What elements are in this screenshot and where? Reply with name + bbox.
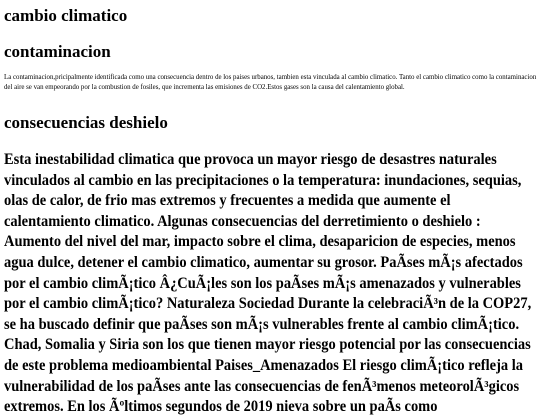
section-heading-contaminacion: contaminacion: [4, 42, 111, 61]
section-heading-deshielo: consecuencias deshielo: [4, 113, 168, 132]
section-text-contaminacion: La contaminacion,pricipalmente identificada como una consecuencia dentro de los paises urbanos, tambien esta vinculada al cambio climatico. Tanto el cambio climatico como la contaminacion del aire se van empeorando por la combustion de fosiles, que incrementa las emisiones de CO2.Estos gases son la causa del calentamiento global.: [4, 72, 537, 91]
section-text-deshielo: Esta inestabilidad climatica que provoca un mayor riesgo de desastres naturales vinculados al cambio en las precipitaciones o la temperatura: inundaciones, sequias, olas de calor, de frio mas extremos y frecuentes a medida que aumente el calentamiento climatico. Algunas consecuencias del derretimiento o deshielo : Aumento del nivel del mar, impacto sobre el clima, desaparicion de especies, menos agua dulce, detener el cambio climatico, aumentar su grosor. PaÃses mÃ¡s afectados por el cambio climÃ¡tico Â¿CuÃ¡les son los paÃses mÃ¡s amenazados y vulnerables por el cambio climÃ¡tico? Naturaleza Sociedad Durante la celebraciÃ³n de la COP27, se ha buscado definir que paÃses son mÃ¡s vulnerables frente al cambio climÃ¡tico. Chad, Somalia y Siria son los que tienen mayor riesgo potencial por las consecuencias de este problema medioambiental Paises_Amenazados El riesgo climÃ¡tico refleja la vulnerabilidad de los paÃses ante las consecuencias de fenÃ³menos meteorolÃ³gicos extremos. En los Ãºltimos segundos de 2019 nieva sobre un paÃs como: [4, 151, 532, 416]
page-title: cambio climatico: [4, 6, 128, 25]
